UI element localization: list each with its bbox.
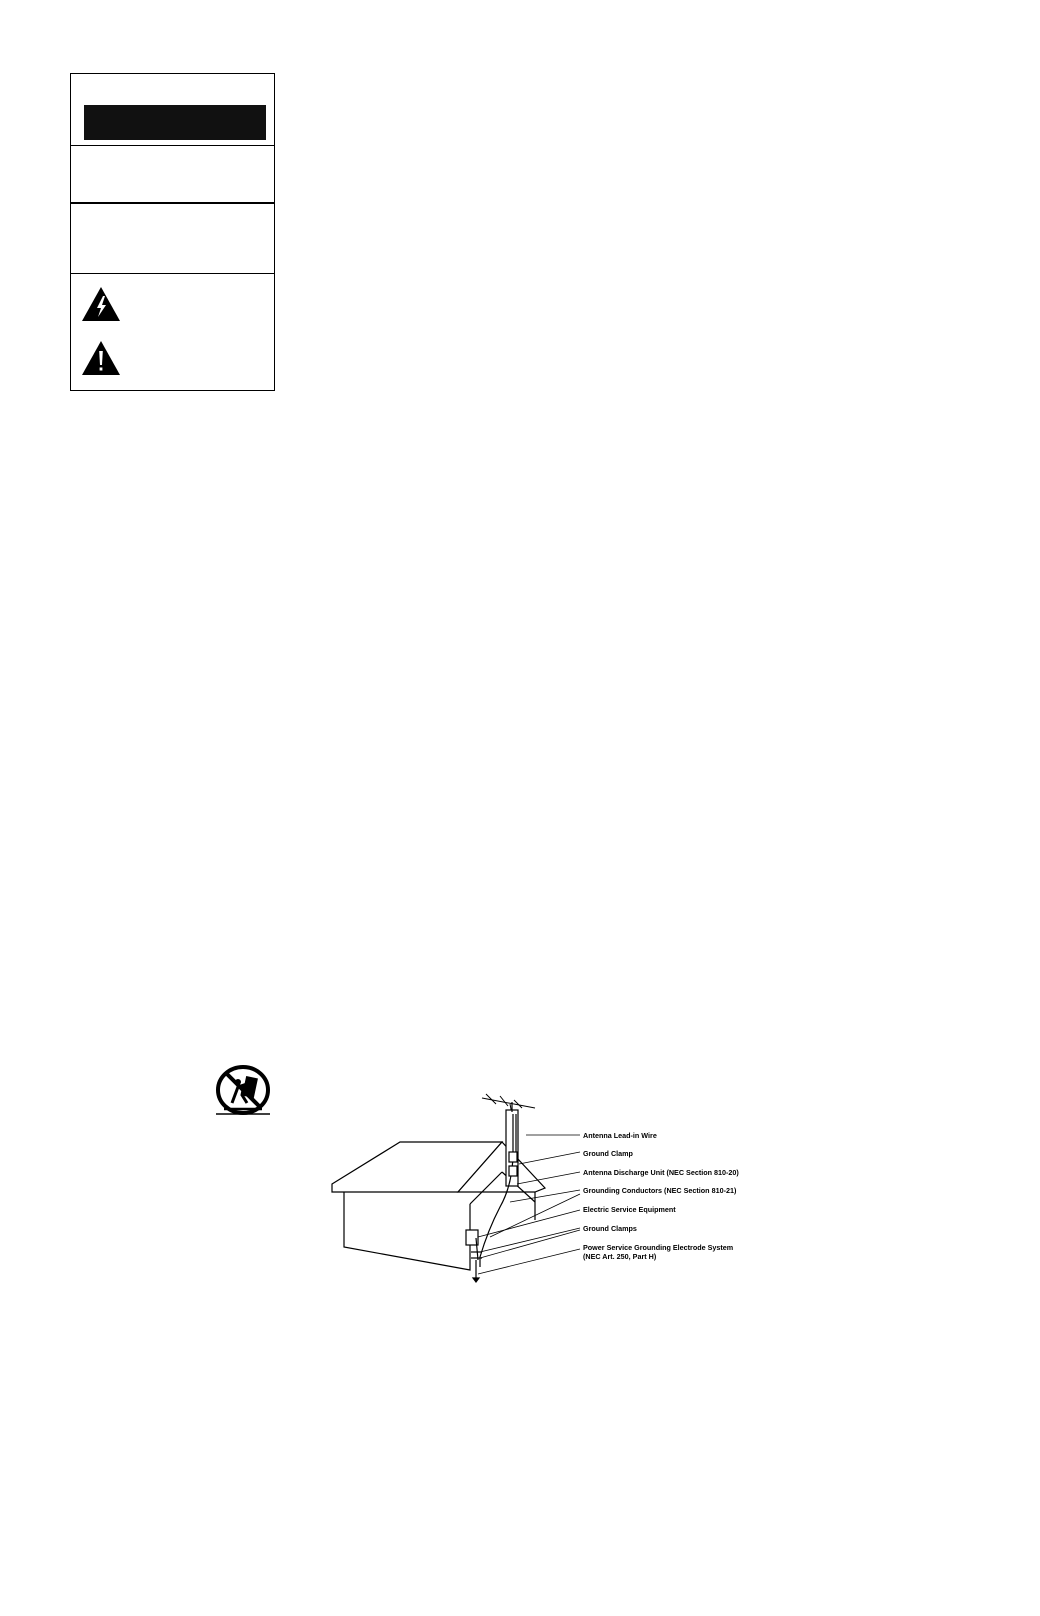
- diagram-label: Ground Clamp: [583, 1149, 633, 1158]
- diagram-label: Grounding Conductors (NEC Section 810-21): [583, 1186, 737, 1195]
- diagram-label: Antenna Discharge Unit (NEC Section 810-20): [583, 1168, 739, 1177]
- warning-header: [71, 74, 274, 146]
- warning-symbols-row: [71, 274, 274, 390]
- diagram-label: Electric Service Equipment: [583, 1205, 676, 1214]
- warning-row: [71, 146, 274, 204]
- warning-row: [71, 204, 274, 274]
- caution-banner: [84, 105, 266, 140]
- exclamation-triangle-icon: [81, 340, 121, 376]
- diagram-label: Power Service Grounding Electrode System: [583, 1243, 734, 1252]
- warning-box: [70, 73, 275, 391]
- lightning-triangle-icon: [81, 286, 121, 322]
- diagram-label: (NEC Art. 250, Part H): [583, 1252, 657, 1261]
- diagram-label: Ground Clamps: [583, 1224, 637, 1233]
- diagram-label: Antenna Lead-in Wire: [583, 1131, 657, 1140]
- cart-tip-over-icon: [214, 1065, 272, 1117]
- antenna-grounding-diagram: [330, 1092, 760, 1307]
